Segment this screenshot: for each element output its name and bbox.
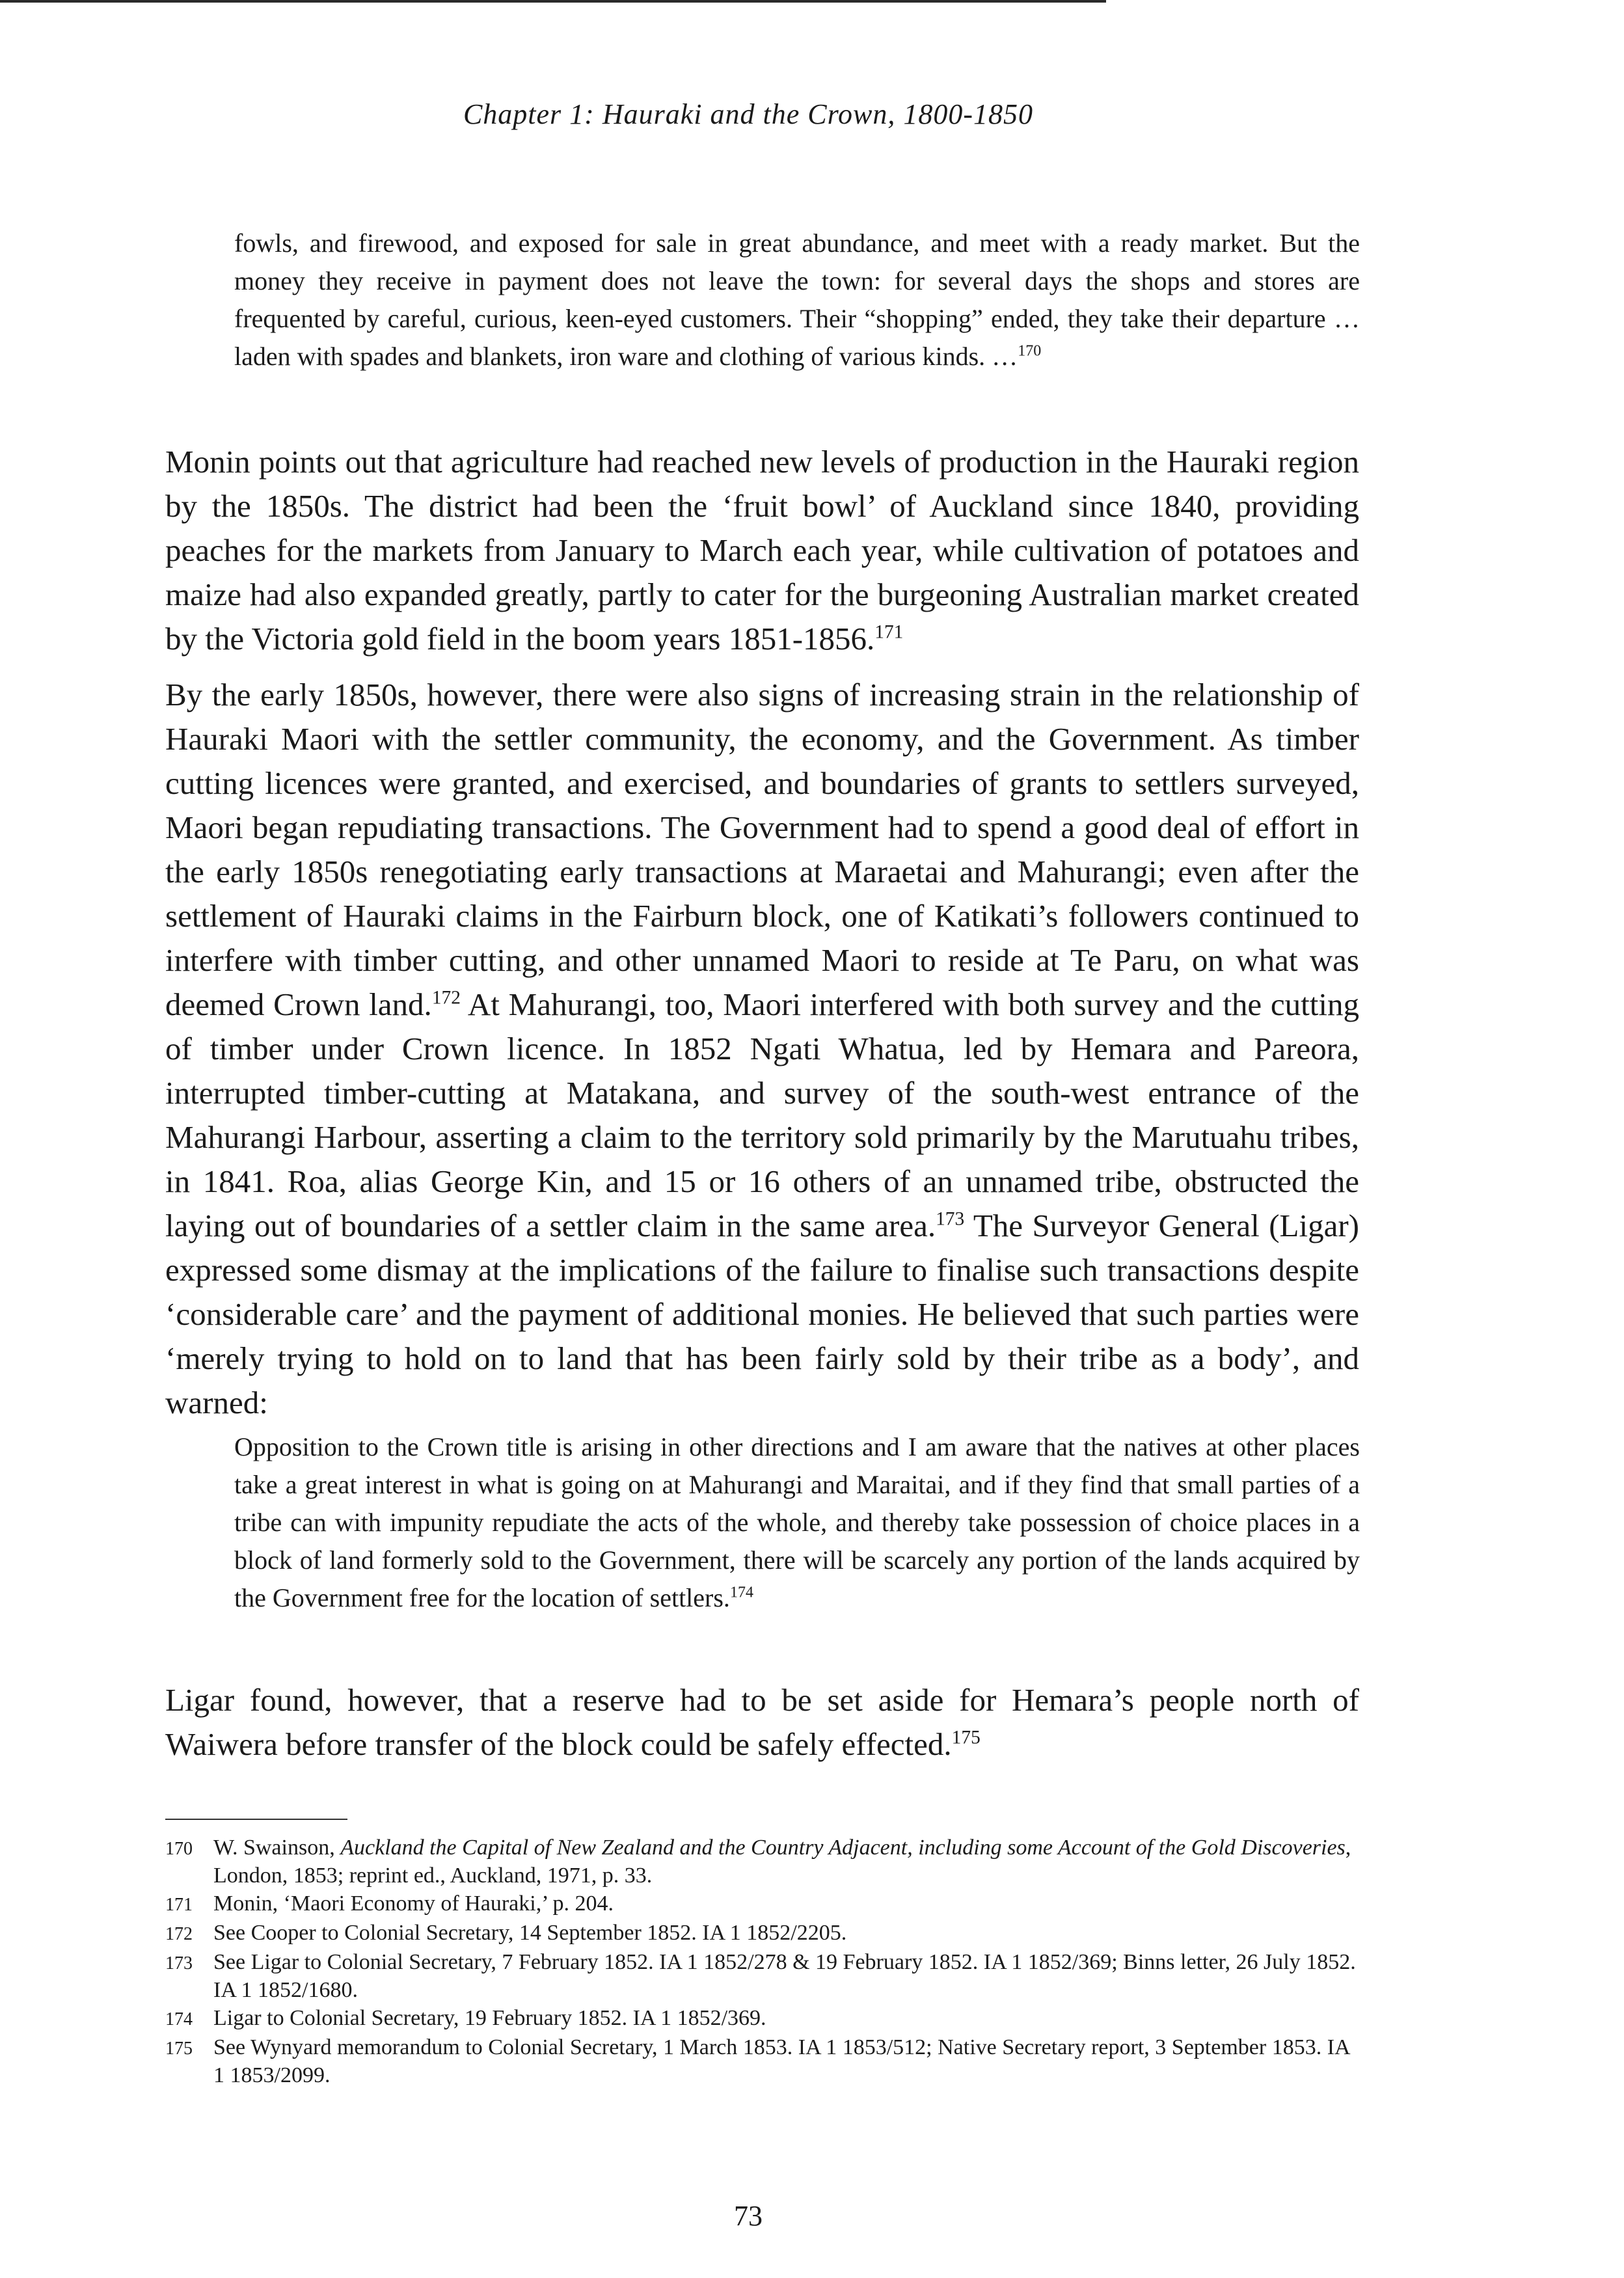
footnote-174 xyxy=(165,2004,1359,2033)
footnote-text: See Ligar to Colonial Secretary, 7 February 1852. IA 1 1852/278 & 19 February 1852. IA 1 1852/369; Binns letter, 26 July 1852. IA 1 1852/1680. xyxy=(213,1950,1356,2002)
footnote-title: Auckland the Capital of New Zealand and the Country Adjacent, including some Account of the Gold Discoveries xyxy=(340,1836,1346,1860)
footnote-text xyxy=(213,1834,1359,1890)
footnote-number: 172 xyxy=(165,1924,193,1944)
page-number: 73 xyxy=(734,2200,763,2232)
quote-text: fowls, and firewood, and exposed for sale in great abundance, and meet with a ready market. But the money they receive in payment does not leave the town: for several days the shops and stores are frequented by careful, curious, keen-eyed customers. Their “shopping” ended, they take their departure … laden with spades and blankets, iron ware and clothing of various kinds. … xyxy=(234,228,1360,371)
quote-text: Opposition to the Crown title is arising in other directions and I am aware that the natives at other places take a great interest in what is going on at Mahurangi and Maraitai, and if they find that small parties of a tribe can with impunity repudiate the acts of the whole, and thereby take possession of choice places in a block of land formerly sold to the Government, there will be scarcely any portion of the lands acquired by the Government free for the location of settlers. xyxy=(234,1432,1360,1612)
paragraph-text-c: The Surveyor General (Ligar) expressed some dismay at the implications of the failure to finalise such transactions despite ‘considerable care’ and the payment of additional monies. He believed that such parties were ‘merely trying to hold on to land that has been fairly sold by their tribe as a body’, and warned: xyxy=(165,1208,1359,1420)
footnote-text: See Cooper to Colonial Secretary, 14 September 1852. IA 1 1852/2205. xyxy=(213,1921,847,1945)
paragraph-text-a: By the early 1850s, however, there were also signs of increasing strain in the relationship of Hauraki Maori with the settler community, the economy, and the Government. As timber cutting licences were granted, and exercised, and boundaries of grants to settlers surveyed, Maori began repudiating transactions. The Government had to spend a good deal of effort in the early 1850s renegotiating early transactions at Maraetai and Mahurangi; even after the settlement of Hauraki claims in the Fairburn block, one of Katikati’s followers continued to interfere with timber cutting, and other unnamed Maori to reside at Te Paru, on what was deemed Crown land. xyxy=(165,677,1359,1022)
block-quote-ligar xyxy=(234,1428,1360,1617)
footnote-172 xyxy=(165,1919,1359,1948)
paragraph-monin xyxy=(165,440,1359,661)
footnote-ref-173: 173 xyxy=(936,1208,965,1230)
footnote-number: 171 xyxy=(165,1895,193,1915)
footnote-number: 174 xyxy=(165,2009,193,2029)
footnote-text-pre: W. Swainson, xyxy=(213,1836,341,1860)
footnote-171 xyxy=(165,1890,1359,1919)
footnote-text: See Wynyard memorandum to Colonial Secretary, 1 March 1853. IA 1 1853/512; Native Secretary report, 3 September 1853. IA 1 1853/2099. xyxy=(213,2035,1349,2087)
paragraph-reserve xyxy=(165,1678,1359,1767)
footnote-ref-174: 174 xyxy=(729,1584,753,1601)
footnote-170 xyxy=(165,1834,1359,1890)
footnote-number: 173 xyxy=(165,1953,193,1973)
footnote-173 xyxy=(165,1948,1359,2004)
paragraph-text: Ligar found, however, that a reserve had to be set aside for Hemara’s people north of Waiwera before transfer of the block could be safely effected. xyxy=(165,1682,1359,1762)
block-quote-swainson xyxy=(234,224,1360,375)
paragraph-text: Monin points out that agriculture had reached new levels of production in the Hauraki region by the 1850s. The district had been the ‘fruit bowl’ of Auckland since 1840, providing peaches for the markets from January to March each year, while cultivation of potatoes and maize had also expanded greatly, partly to cater for the burgeoning Australian market created by the Victoria gold field in the boom years 1851-1856. xyxy=(165,444,1359,657)
paragraph-strain xyxy=(165,673,1359,1425)
footnote-number: 170 xyxy=(165,1839,193,1859)
footnote-text: Ligar to Colonial Secretary, 19 February 1852. IA 1 1852/369. xyxy=(213,2006,766,2030)
footnote-text-post: , London, 1853; reprint ed., Auckland, 1971, p. 33. xyxy=(213,1836,1351,1888)
footnote-text: Monin, ‘Maori Economy of Hauraki,’ p. 204. xyxy=(213,1892,614,1916)
footnote-ref-170: 170 xyxy=(1018,342,1042,360)
footnote-rule xyxy=(165,1819,347,1820)
footnote-ref-175: 175 xyxy=(951,1727,981,1748)
running-head: Chapter 1: Hauraki and the Crown, 1800-1850 xyxy=(463,98,1034,130)
paragraph-text-b: At Mahurangi, too, Maori interfered with both survey and the cutting of timber under Crown licence. In 1852 Ngati Whatua, led by Hemara and Pareora, interrupted timber-cutting at Matakana, and survey of the south-west entrance of the Mahurangi Harbour, asserting a claim to the territory sold primarily by the Marutuahu tribes, in 1841. Roa, alias George Kin, and 15 or 16 others of an unnamed tribe, obstructed the laying out of boundaries of a settler claim in the same area. xyxy=(165,986,1359,1243)
footnote-ref-171: 171 xyxy=(874,621,904,643)
footnote-number: 175 xyxy=(165,2039,193,2059)
footnote-175 xyxy=(165,2033,1359,2089)
top-rule xyxy=(0,0,1106,3)
footnotes xyxy=(165,1834,1359,2089)
footnote-ref-172: 172 xyxy=(431,987,461,1009)
